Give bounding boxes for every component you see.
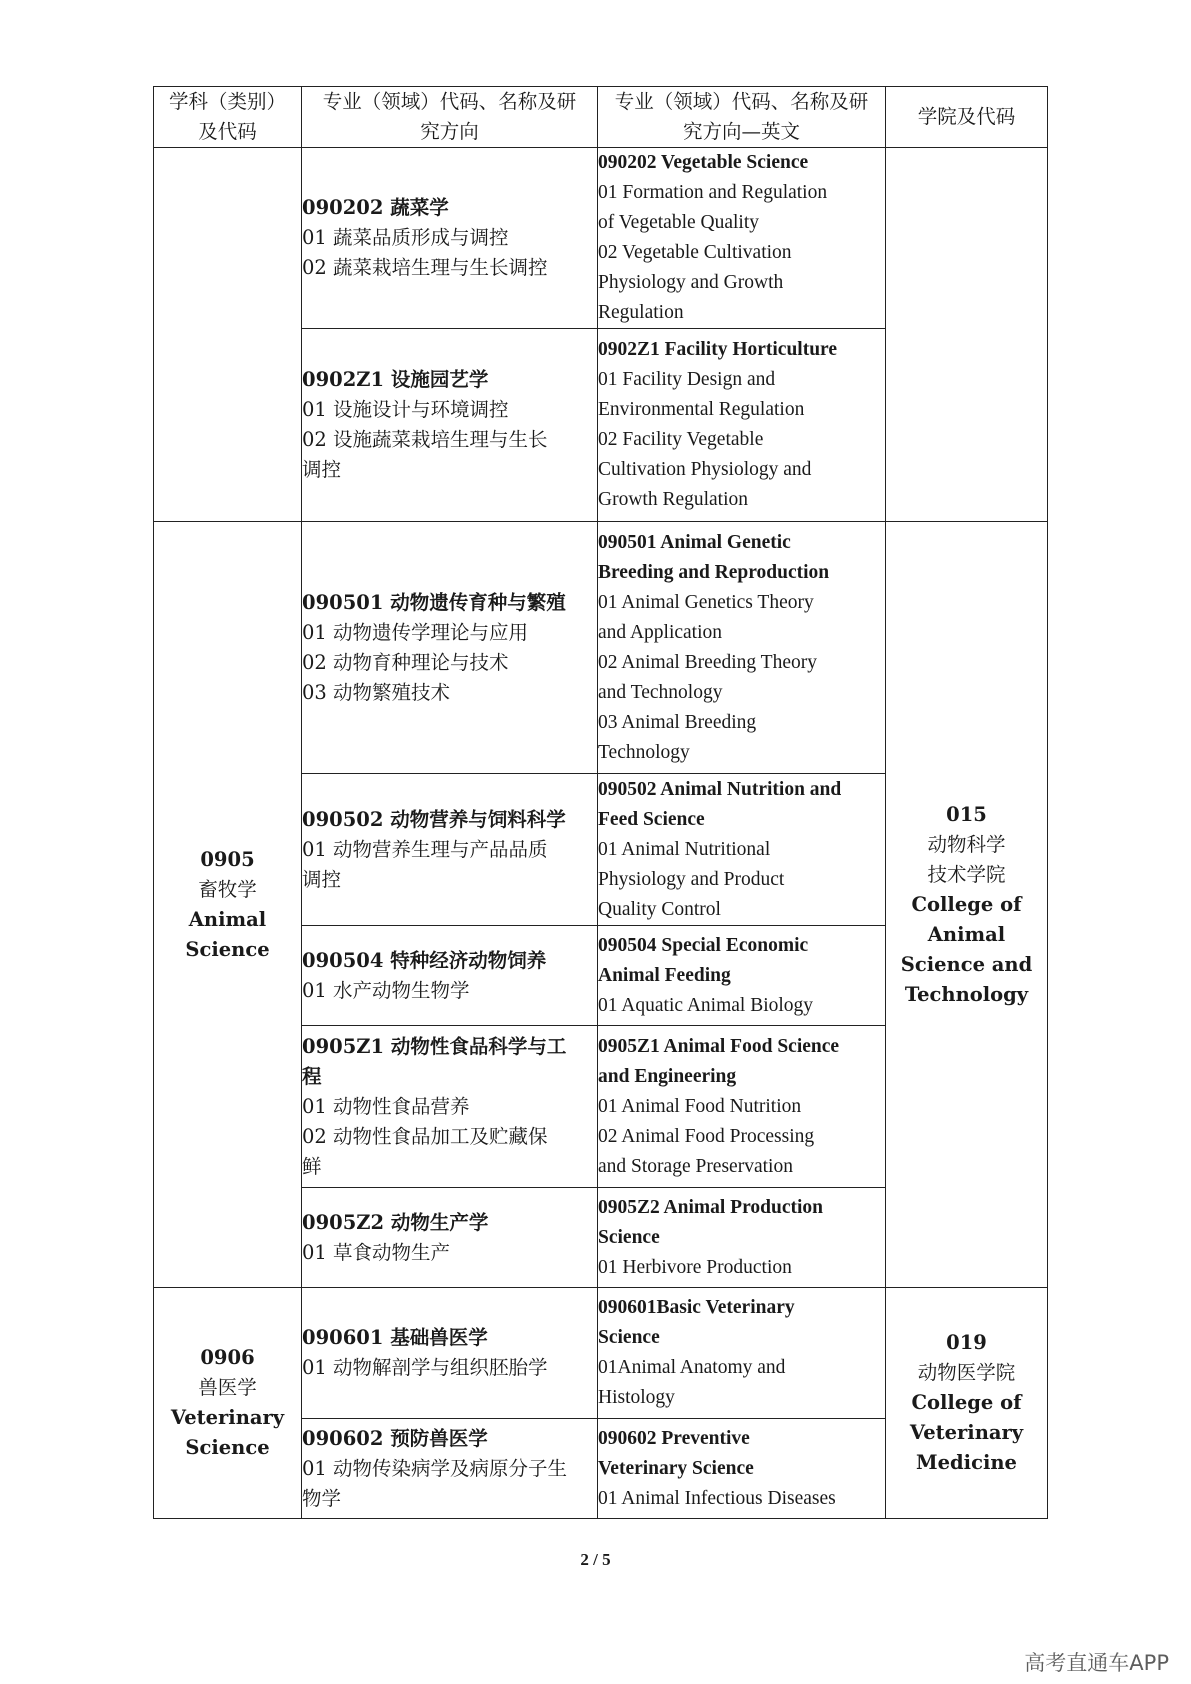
research-direction-en: 01 Facility Design and	[598, 369, 776, 390]
major-en-cell	[598, 148, 886, 329]
research-direction: 01 水产动物生物学	[302, 978, 470, 1002]
college-cell	[886, 1288, 1048, 1519]
major-cn-cell	[302, 774, 598, 926]
research-direction-en: 01 Herbivore Production	[598, 1256, 792, 1278]
major-cn-title: 090504 特种经济动物饲养	[302, 948, 547, 972]
major-cn-title: 090602 预防兽医学	[302, 1426, 488, 1450]
research-direction-en: Histology	[598, 1387, 675, 1408]
major-en-title: Breeding and Reproduction	[598, 561, 830, 583]
major-en-title: Feed Science	[598, 808, 705, 830]
college-name-en: Technology	[904, 982, 1029, 1006]
research-direction-en: Quality Control	[598, 898, 721, 920]
major-en-cell	[598, 1419, 886, 1519]
table-row	[154, 148, 1048, 329]
header-text: 学院及代码	[917, 105, 1016, 128]
research-direction: 鲜	[302, 1154, 322, 1178]
research-direction: 01 动物传染病学及病原分子生	[302, 1456, 568, 1480]
research-direction: 01 动物性食品营养	[302, 1094, 470, 1118]
discipline-code: 0906	[200, 1346, 255, 1369]
research-direction-en: 02 Vegetable Cultivation	[598, 242, 792, 263]
research-direction: 01 动物营养生理与产品品质	[302, 837, 548, 861]
college-name-cn: 技术学院	[927, 862, 1006, 886]
research-direction-en: 03 Animal Breeding	[598, 711, 757, 733]
research-direction: 03 动物繁殖技术	[302, 680, 451, 704]
major-cn-cell	[302, 148, 598, 329]
research-direction-en: Regulation	[598, 302, 684, 323]
major-cn-cell	[302, 329, 598, 522]
research-direction: 01 动物遗传学理论与应用	[302, 620, 529, 644]
college-code: 015	[946, 802, 987, 826]
college-name-cn: 动物科学	[927, 832, 1006, 856]
research-direction: 02 设施蔬菜栽培生理与生长	[302, 428, 548, 451]
major-en-title: Animal Feeding	[598, 964, 731, 986]
header-text: 究方向—英文	[682, 120, 800, 143]
major-en-title: 0905Z1 Animal Food Science	[598, 1035, 840, 1057]
research-direction-en: 01 Animal Nutritional	[598, 838, 771, 860]
research-direction-en: 01 Animal Genetics Theory	[598, 591, 814, 613]
header-major-en	[598, 87, 886, 148]
college-name-en: College of	[911, 1391, 1022, 1414]
research-direction: 物学	[302, 1486, 342, 1510]
major-cn-cell	[302, 1026, 598, 1188]
discipline-name-cn: 兽医学	[198, 1376, 257, 1399]
discipline-code: 0905	[200, 847, 255, 871]
major-en-title: 0905Z2 Animal Production	[598, 1196, 824, 1218]
major-en-cell	[598, 774, 886, 926]
major-en-title: and Engineering	[598, 1065, 737, 1087]
major-en-title: 090602 Preventive	[598, 1427, 750, 1449]
major-cn-title: 090502 动物营养与饲料科学	[302, 807, 566, 831]
college-name-en: Veterinary	[909, 1421, 1024, 1444]
major-en-title: 090502 Animal Nutrition and	[598, 778, 842, 800]
research-direction-en: 01 Animal Food Nutrition	[598, 1095, 802, 1117]
research-direction-en: Technology	[598, 741, 690, 763]
major-cn-title: 090501 动物遗传育种与繁殖	[302, 590, 566, 614]
header-text: 专业（领域）代码、名称及研	[322, 90, 577, 113]
major-cn-title: 090202 蔬菜学	[302, 196, 449, 219]
discipline-name-en: Science	[185, 937, 270, 961]
major-en-cell	[598, 1288, 886, 1419]
major-en-cell	[598, 329, 886, 522]
research-direction-en: 01Animal Anatomy and	[598, 1357, 786, 1378]
header-text: 究方向	[420, 120, 479, 143]
header-text: 专业（领域）代码、名称及研	[614, 90, 869, 113]
page-number: 2 / 5	[580, 1550, 611, 1569]
major-en-title: Science	[598, 1226, 660, 1248]
college-name-en: Medicine	[916, 1451, 1017, 1474]
major-cn-title: 0902Z1 设施园艺学	[302, 368, 489, 391]
major-cn-cell	[302, 522, 598, 774]
major-cn-cell	[302, 926, 598, 1026]
major-cn-cell	[302, 1188, 598, 1288]
research-direction-en: Growth Regulation	[598, 489, 749, 510]
research-direction-en: and Application	[598, 621, 723, 643]
college-name-en: Science and	[900, 952, 1033, 976]
discipline-name-en: Veterinary	[170, 1406, 285, 1429]
header-text: 学科（类别）	[168, 90, 286, 113]
major-en-title: Science	[598, 1327, 660, 1348]
research-direction-en: 02 Facility Vegetable	[598, 429, 764, 450]
college-name-en: College of	[911, 892, 1022, 916]
major-en-cell	[598, 1188, 886, 1288]
discipline-name-en: Animal	[188, 907, 267, 931]
research-direction-en: 01 Animal Infectious Diseases	[598, 1487, 836, 1509]
college-cell	[886, 522, 1048, 1288]
major-cn-title: 090601 基础兽医学	[302, 1326, 488, 1349]
major-cn-cell	[302, 1288, 598, 1419]
research-direction: 调控	[302, 458, 342, 481]
research-direction-en: Physiology and Product	[598, 868, 785, 890]
research-direction-en: Physiology and Growth	[598, 272, 784, 293]
research-direction: 02 动物育种理论与技术	[302, 650, 509, 674]
research-direction-en: 01 Aquatic Animal Biology	[598, 994, 814, 1016]
research-direction: 02 蔬菜栽培生理与生长调控	[302, 256, 548, 279]
research-direction: 01 草食动物生产	[302, 1240, 451, 1264]
research-direction: 01 蔬菜品质形成与调控	[302, 226, 509, 249]
discipline-cell-empty	[154, 148, 302, 522]
research-direction-en: of Vegetable Quality	[598, 212, 760, 233]
college-code: 019	[946, 1331, 987, 1354]
research-direction-en: 02 Animal Breeding Theory	[598, 651, 817, 673]
research-direction-en: 02 Animal Food Processing	[598, 1125, 815, 1147]
research-direction: 02 动物性食品加工及贮藏保	[302, 1124, 548, 1148]
research-direction: 01 动物解剖学与组织胚胎学	[302, 1356, 548, 1379]
table-row	[154, 522, 1048, 774]
discipline-name-cn: 畜牧学	[198, 877, 257, 901]
college-name-en: Animal	[927, 922, 1006, 946]
discipline-name-en: Science	[185, 1436, 270, 1459]
major-en-title: 090501 Animal Genetic	[598, 531, 791, 553]
research-direction-en: 01 Formation and Regulation	[598, 182, 828, 203]
research-direction-en: Environmental Regulation	[598, 399, 805, 420]
table-row	[154, 1288, 1048, 1419]
table-header-row	[154, 87, 1048, 148]
research-direction: 调控	[302, 867, 342, 891]
header-major-cn	[302, 87, 598, 148]
discipline-cell	[154, 522, 302, 1288]
research-direction-en: and Storage Preservation	[598, 1155, 793, 1177]
majors-table	[153, 86, 1048, 1519]
major-en-title: 0902Z1 Facility Horticulture	[598, 339, 838, 360]
major-cn-cell	[302, 1419, 598, 1519]
watermark-text: 高考直通车APP	[1024, 1651, 1169, 1675]
major-en-title: 090601Basic Veterinary	[598, 1297, 795, 1318]
major-en-title: 090202 Vegetable Science	[598, 152, 809, 173]
header-college	[886, 87, 1048, 148]
major-en-title: 090504 Special Economic	[598, 934, 809, 956]
major-cn-title: 程	[302, 1064, 322, 1088]
header-text: 及代码	[198, 120, 257, 143]
major-cn-title: 0905Z2 动物生产学	[302, 1210, 489, 1234]
research-direction-en: Cultivation Physiology and	[598, 459, 812, 480]
discipline-cell	[154, 1288, 302, 1519]
major-en-cell	[598, 926, 886, 1026]
college-name-cn: 动物医学院	[917, 1361, 1016, 1384]
major-en-cell	[598, 1026, 886, 1188]
research-direction-en: and Technology	[598, 681, 723, 703]
college-cell-empty	[886, 148, 1048, 522]
header-discipline	[154, 87, 302, 148]
research-direction: 01 设施设计与环境调控	[302, 398, 509, 421]
major-en-title: Veterinary Science	[598, 1457, 754, 1479]
major-en-cell	[598, 522, 886, 774]
major-cn-title: 0905Z1 动物性食品科学与工	[302, 1034, 567, 1058]
